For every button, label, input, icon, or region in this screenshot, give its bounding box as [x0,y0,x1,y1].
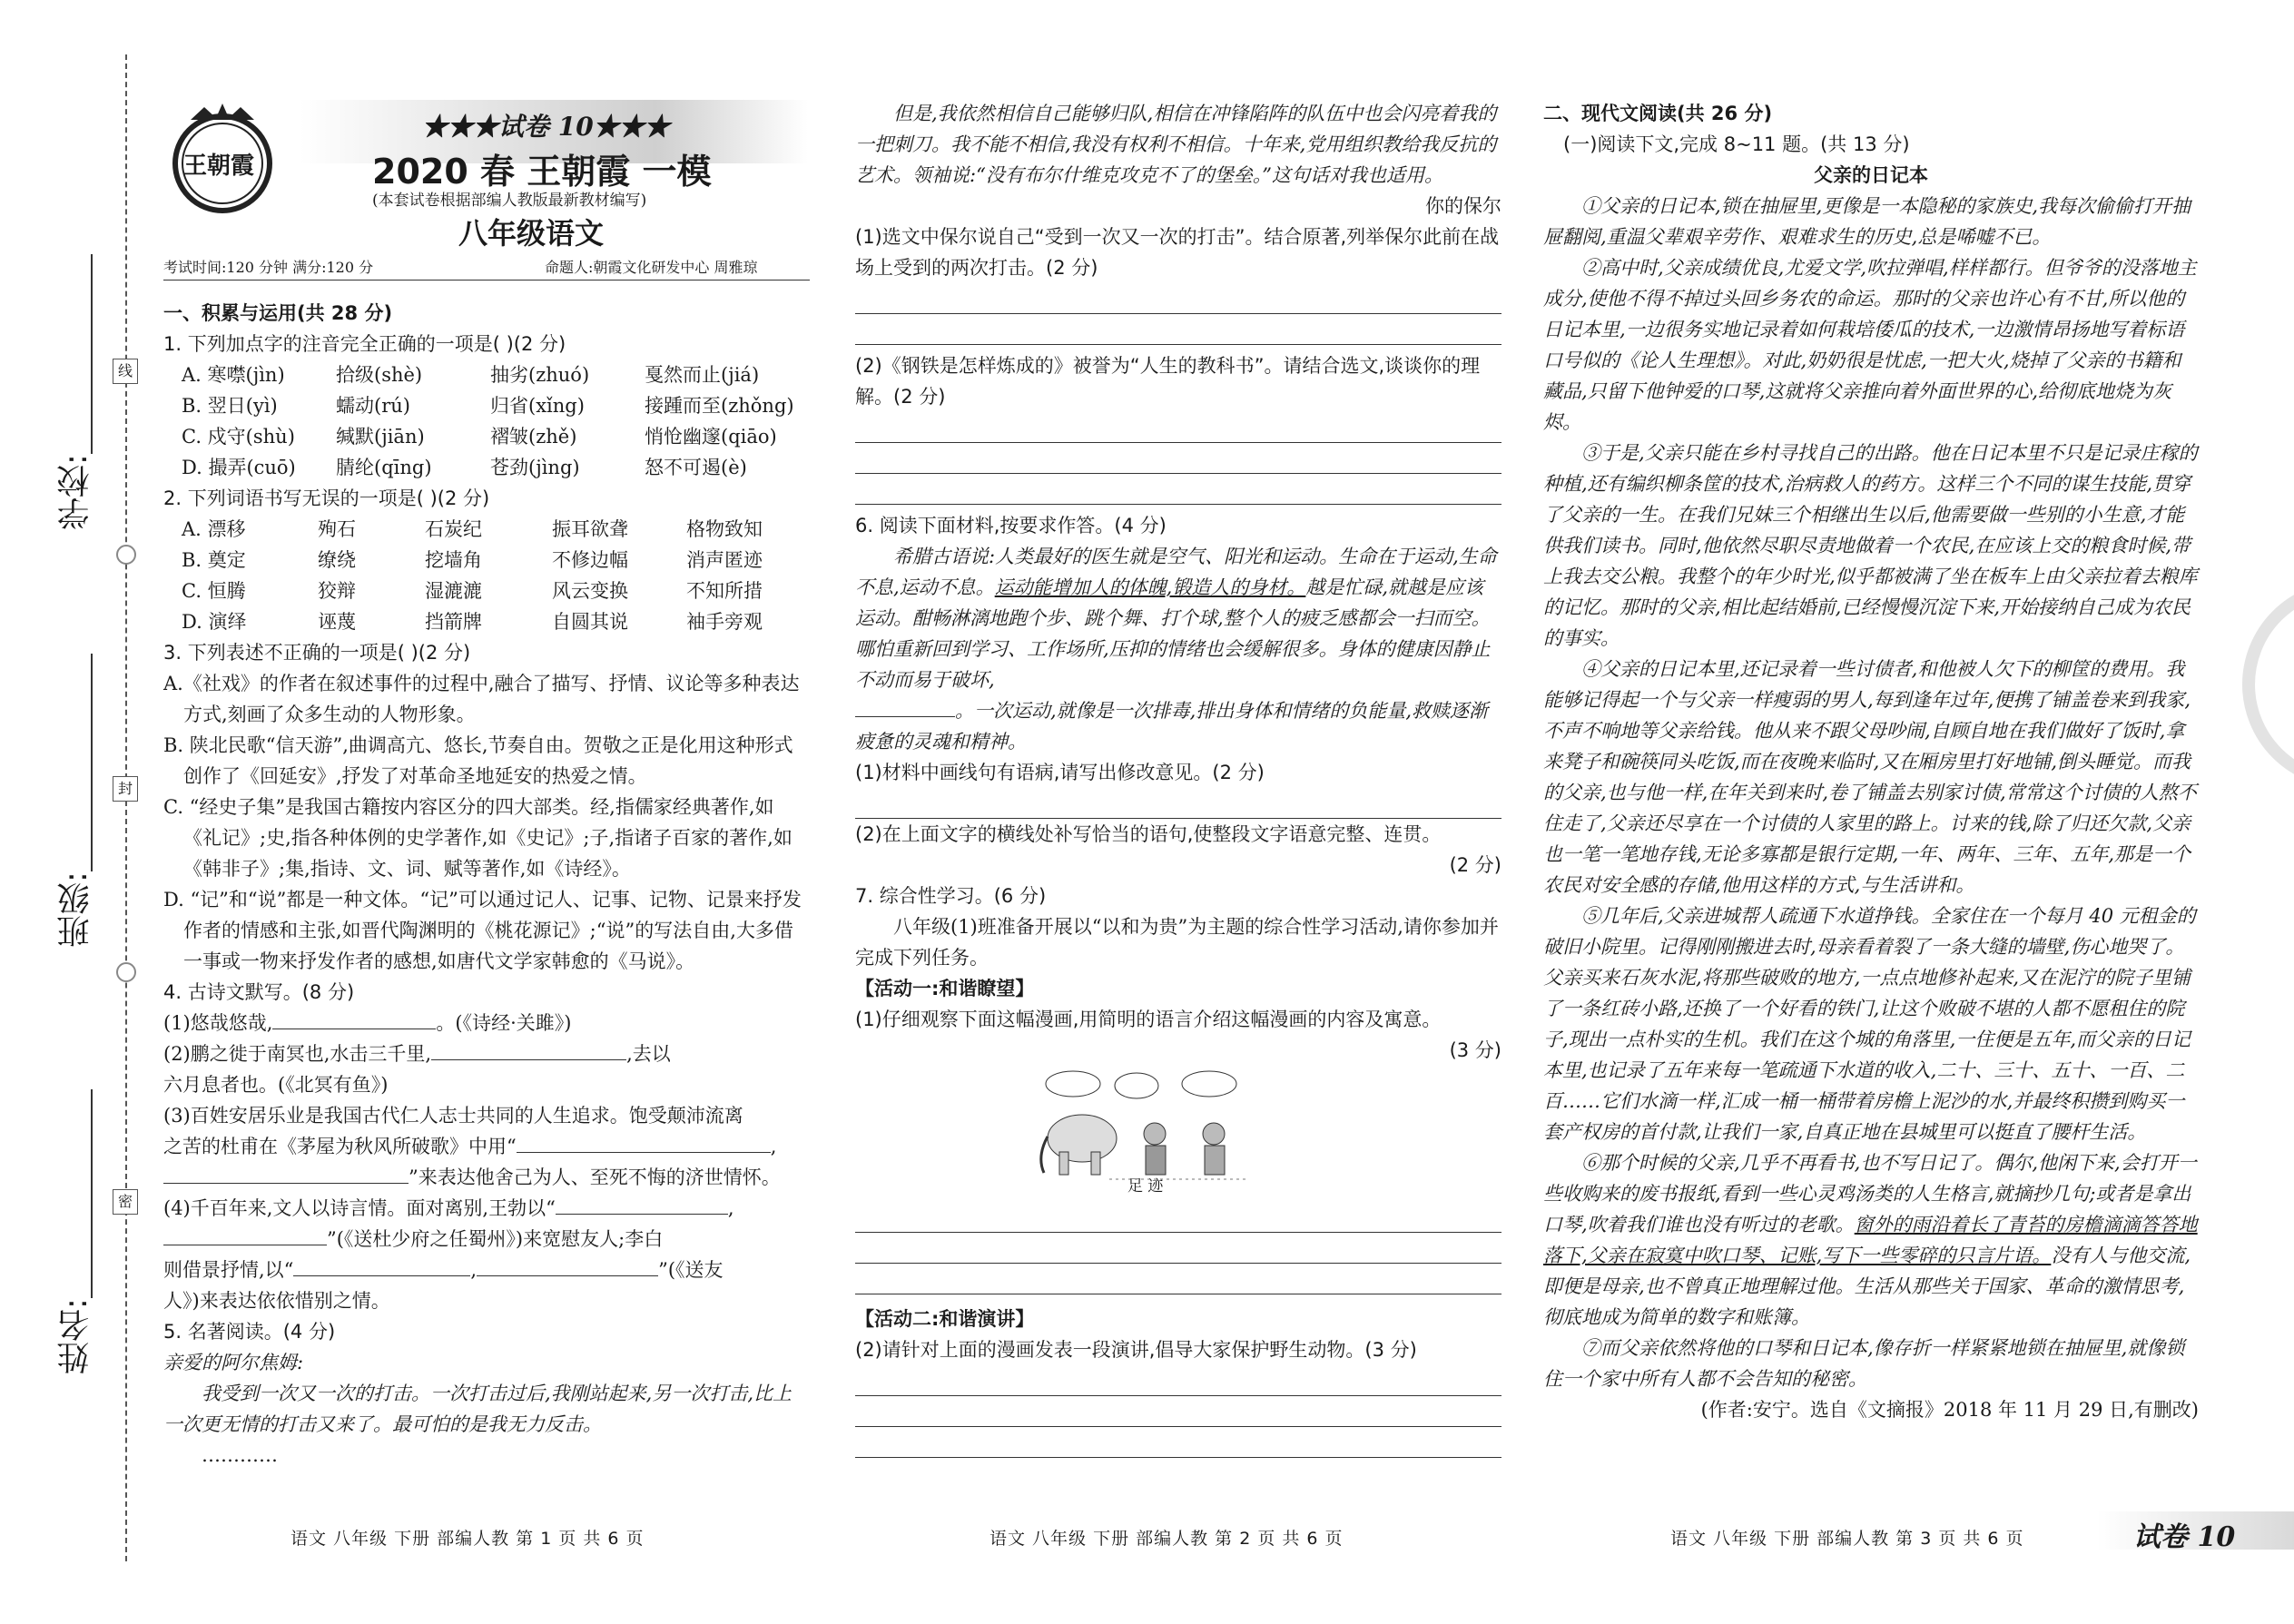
answer-line[interactable] [855,1365,1501,1396]
q1-option-cell: 蠕动(rú) [336,395,410,417]
q6-material-tail: 。一次运动,就像是一次排毒,排出身体和情绪的负能量,救赎逐渐疲惫的灵魂和精神。 [855,700,1489,753]
q2-option-cell: 自圆其说 [552,611,628,633]
grade-subject: 八年级语文 [458,216,605,251]
binding-hole [116,962,136,982]
exam-author: 命题人:朝霞文化研发中心 周雅琼 [545,259,758,276]
q7-sub-1: (1)仔细观察下面这幅漫画,用简明的语言介绍这幅漫画的内容及寓意。 [855,1009,1442,1030]
q7-sub-2: (2)请针对上面的漫画发表一段演讲,倡导大家保护野生动物。(3 分) [855,1339,1417,1361]
q1-option-cell: 怒不可遏(è) [645,457,747,478]
letter-body: 我受到一次又一次的打击。一次打击过后,我刚站起来,另一次打击,比上一次更无情的打击又来了。最可怕的是我无力反击。 [163,1383,793,1435]
q6-sub-2: (2)在上面文字的横线处补写恰当的语句,使整段文字语意完整、连贯。 [855,823,1442,845]
q3-option-c: C. “经史子集”是我国古籍按内容区分的四大部类。经,指儒家经典著作,如《礼记》;史,指各种体例的史学著作,如《史记》;子,指诸子百家的著作,如《韩非子》;集,指诗、文、词、赋等著作,如《诗经》。 [163,796,793,880]
q2-option-b: B. 奠定 [182,549,246,571]
q4-item-4: (4)千百年来,文人以诗言情。面对离别,王勃以“ , [163,1197,734,1219]
article-paragraph: ⑦而父亲依然将他的口琴和日记本,像存折一样紧紧地锁在抽屉里,就像锁住一个家中所有人都不会告知的秘密。 [1543,1337,2185,1390]
logo-text: 王朝霞 [183,153,255,180]
watermark-seal [2242,581,2294,788]
school-line [91,254,93,454]
q6-sub-2-score: (2 分) [1449,854,1501,876]
q6-sub-1: (1)材料中画线句有语病,请写出修改意见。(2 分) [855,762,1265,783]
exam-title: 2020 春 王朝霞 一模 [372,152,712,192]
q1-option-a: A. 寒噤(jìn) [182,364,285,386]
q2-option-cell: 诬蔑 [318,611,356,633]
q5-sub-2: (2)《钢铁是怎样炼成的》被誉为“人生的教科书”。请结合选文,谈谈你的理解。(2 分) [855,355,1481,408]
q1-option-cell: 腈纶(qīng) [336,457,432,478]
question-7: 7. 综合性学习。(6 分) [855,885,1047,907]
q1-option-cell: 归省(xǐng) [490,395,585,417]
answer-line[interactable] [855,788,1501,819]
answer-line[interactable] [855,1427,1501,1458]
activity-1: 【活动一:和谐瞭望】 [855,978,1035,999]
q1-option-cell: 拾级(shè) [336,364,423,386]
q2-option-cell: 挖墙角 [425,549,482,571]
q6-material: 希腊古语说:人类最好的医生就是空气、阳光和运动。生命在于运动,生命不息,运动不息。运动能增加人的体魄,锻造人的身材。越是忙碌,就越是应该运动。酣畅淋漓地跑个步、跳个舞、打个球,整个人的疲乏感都会一扫而空。哪怕重新回到学习、工作场所,压抑的情绪也会缓解很多。身体的健康因静止不动而易于破坏, [855,546,1497,691]
q1-option-cell: 抽劣(zhuó) [490,364,590,386]
article-paragraph: ③于是,父亲只能在乡村寻找自己的出路。他在日记本里不只是记录庄稼的种植,还有编织柳条筐的技术,治病救人的药方。这样三个不同的谋生技能,贯穿了父亲的一生。在我们兄妹三个相继出生以后,他需要做一些别的小生意,才能供我们读书。同时,他依然尽职尽责地做着一个农民,在应该上交的粮食时候,带上我去交公粮。我整个的年少时光,似乎都被满了坐在板车上由父亲拉着去粮库的记忆。那时的父亲,相比起结婚前,已经慢慢沉淀下来,开始接纳自己成为农民的事实。 [1543,442,2198,649]
q2-option-cell: 风云变换 [552,580,628,602]
q1-option-cell: 苍劲(jìng) [490,457,580,478]
q7-sub-1-score: (3 分) [1449,1039,1501,1061]
q1-option-b: B. 翌日(yì) [182,395,278,417]
q4-item-4b: ”(《送杜少府之任蜀州》)来宽慰友人;李白 [163,1224,810,1255]
q1-option-cell: 接踵而至(zhǒng) [645,395,794,417]
letter-signature: 你的保尔 [1425,195,1501,217]
article-paragraph: ①父亲的日记本,锁在抽屉里,更像是一本隐秘的家族史,我每次偷偷打开抽屉翻阅,重温父辈艰辛劳作、艰难求生的历史,总是唏嘘不已。 [1543,195,2191,248]
q2-option-cell: 不知所措 [686,580,763,602]
q2-option-cell: 湿漉漉 [425,580,482,602]
q4-item-4d: 人》)来表达依依惜别之情。 [163,1290,390,1312]
answer-line[interactable] [855,474,1501,505]
q2-option-cell: 石炭纪 [425,518,482,540]
q1-option-cell: 缄默(jiān) [336,426,425,448]
cartoon [855,1066,1501,1202]
letter-greeting: 亲爱的阿尔焦姆: [163,1352,304,1373]
tag-secret: 密 [113,1189,138,1215]
letter-continued: 但是,我依然相信自己能够归队,相信在冲锋陷阵的队伍中也会闪亮着我的一把刺刀。我不能不相信,我没有权利不相信。十年来,党用组织教给我反抗的艺术。领袖说:“没有布尔什维克攻克不了的堡垒。”这句话对我也适用。 [855,103,1497,186]
q4-item-3: (3)百姓安居乐业是我国古代仁人志士共同的人生追求。饱受颠沛流离 [163,1105,743,1127]
question-1: 1. 下列加点字的注音完全正确的一项是( )(2 分) [163,333,566,355]
q1-option-cell: 悄怆幽邃(qiāo) [645,426,777,448]
name-line [91,1089,93,1298]
exam-time: 考试时间:120 分钟 满分:120 分 [163,259,374,276]
page-footer-3: 语文 八年级 下册 部编人教 第 3 页 共 6 页 [1670,1529,2024,1549]
binding-margin [0,0,163,1624]
q4-item-4c: 则借景抒情,以“ , ”(《送友 [163,1259,724,1281]
page-footer-2: 语文 八年级 下册 部编人教 第 2 页 共 6 页 [989,1529,1344,1549]
q2-option-cell: 殉石 [318,518,356,540]
q2-option-cell: 格物致知 [686,518,763,540]
class-line [91,654,93,871]
header-rule [163,280,810,281]
q2-option-cell: 挡箭牌 [425,611,482,633]
publisher-logo [163,100,281,218]
q4-item-2: (2)鹏之徙于南冥也,水击三千里, ,去以 [163,1043,671,1065]
answer-line[interactable] [855,412,1501,443]
question-6: 6. 阅读下面材料,按要求作答。(4 分) [855,515,1167,536]
answer-line[interactable] [855,1202,1501,1233]
q2-option-a: A. 漂移 [182,518,246,540]
exam-subtitle: (本套试卷根据部编人教版最新教材编写) [372,192,647,210]
article-source: (作者:安宁。选自《文摘报》2018 年 11 月 29 日,有删改) [1700,1399,2199,1421]
q2-option-cell: 振耳欲聋 [552,518,628,540]
reading-instructions: (一)阅读下文,完成 8~11 题。(共 13 分) [1563,133,1910,155]
article-paragraph: ⑥那个时候的父亲,几乎不再看书,也不写日记了。偶尔,他闲下来,会打开一些收购来的废书报纸,看到一些心灵鸡汤类的人生格言,就摘抄几句;或者是拿出口琴,吹着我们谁也没有听过的老歌。窗外的雨沿着长了青苔的房檐滴滴答答地落下,父亲在寂寞中吹口琴、记账,写下一些零碎的只言片语。没有人与他交流,即便是母亲,也不曾真正地理解过他。生活从那些关于国家、革命的激情思考,彻底地成为简单的数字和账簿。 [1543,1152,2198,1328]
cut-line [125,54,127,1561]
q2-options [163,514,810,637]
q2-option-cell: 袖手旁观 [686,611,763,633]
name-label: 姓名: [57,1298,94,1375]
q2-option-c: C. 恒腾 [182,580,246,602]
article-paragraph: ④父亲的日记本里,还记录着一些讨债者,和他被人欠下的柳筐的费用。我能够记得起一个与父亲一样瘦弱的男人,每到逢年过年,便携了铺盖卷来到我家,不声不响地等父亲给钱。他从来不跟父母吵闹,自顾自地在我们做好了饭时,拿来凳子和碗筷同头吃饭,而在夜晚来临时,又在厢房里打好地铺,倒头睡觉。而我的父亲,也与他一样,在年关到来时,卷了铺盖去别家讨债,常常这个讨债的人熬不住走了,父亲还尽享在一个讨债的人家里的路上。讨来的钱,除了归还欠款,父亲也一笔一笔地存钱,无论多寡都是银行定期,一年、两年、三年、五年,那是一个农民对安全感的存储,他用这样的方式,与生活讲和。 [1543,658,2197,896]
tag-seal: 封 [113,776,138,802]
answer-line[interactable] [855,1233,1501,1264]
q1-option-cell: 戛然而止(jiá) [645,364,760,386]
column-3 [1543,98,2199,1425]
q2-option-cell: 狡辩 [318,580,356,602]
q2-option-cell: 不修边幅 [552,549,628,571]
q2-option-cell: 缭绕 [318,549,356,571]
q1-options [163,359,810,483]
q2-option-d: D. 演绎 [182,611,247,633]
question-5: 5. 名著阅读。(4 分) [163,1321,336,1343]
page-footer-1: 语文 八年级 下册 部编人教 第 1 页 共 6 页 [290,1529,645,1549]
column-1 [163,298,810,1471]
section-2-heading: 二、现代文阅读(共 26 分) [1543,103,1773,124]
article-title: 父亲的日记本 [1814,164,1928,186]
corner-paper-tag: 试卷 10 [2133,1521,2236,1553]
q4-item-3b: 之苦的杜甫在《茅屋为秋风所破歌》中用“ , [163,1136,777,1157]
answer-line[interactable] [855,443,1501,474]
q4-item-1: (1)悠哉悠哉, 。(《诗经·关雎》) [163,1012,572,1034]
section-1-heading: 一、积累与运用(共 28 分) [163,302,393,324]
q1-option-c: C. 戍守(shù) [182,426,295,448]
answer-line[interactable] [855,314,1501,345]
q5-sub-1: (1)选文中保尔说自己“受到一次又一次的打击”。结合原著,列举保尔此前在战场上受到的两次打击。(2 分) [855,226,1500,279]
article-paragraph: ⑤几年后,父亲进城帮人疏通下水道挣钱。全家住在一个每月 40 元租金的破旧小院里。记得刚刚搬进去时,母亲看着裂了一条大缝的墙壁,伤心地哭了。父亲买来石灰水泥,将那些破败的地方,一点点地修补起来,又在泥泞的院子里铺了一条红砖小路,还换了一个好看的铁门,让这个败破不堪的人都不愿租住的院子,现出一点朴实的生机。我们在这个城的角落里,一住便是五年,而父亲的日记本里,也记录了五年来每一笔疏通下水道的收入,二十、三十、五十、一百、二百……它们水滴一样,汇成一桶一桶带着房檐上泥沙的水,并最终积攒到购买一套产权房的首付款,让我们一家,自真正地在县城里可以挺直了腰杆生活。 [1543,905,2196,1143]
q3-option-d: D. “记”和“说”都是一种文体。“记”可以通过记人、记事、记物、记景来抒发作者的情感和主张,如晋代陶渊明的《桃花源记》;“说”的写法自由,大多借一事或一物来抒发作者的感想,如唐代文学家韩愈的《马说》。 [163,889,802,972]
tag-line: 线 [113,359,138,384]
answer-line[interactable] [855,1264,1501,1294]
question-4: 4. 古诗文默写。(8 分) [163,981,355,1003]
q1-option-d: D. 撮弄(cuō) [182,457,296,478]
q7-intro: 八年级(1)班准备开展以“以和为贵”为主题的综合性学习活动,请你参加并完成下列任务。 [855,916,1499,969]
q1-option-cell: 褶皱(zhě) [490,426,577,448]
q3-option-a: A.《社戏》的作者在叙述事件的过程中,融合了描写、抒情、议论等多种表达方式,刻画了众多生动的人物形象。 [163,673,800,725]
answer-line[interactable] [855,1396,1501,1427]
paper-tag: ★★★试卷 10★★★ [422,112,670,142]
q2-option-cell: 消声匿迹 [686,549,763,571]
q4-item-2b: 六月息者也。(《北冥有鱼》) [163,1074,389,1096]
column-2 [855,98,1501,1458]
letter-ellipsis: ………… [202,1444,278,1466]
class-label: 班级: [57,871,94,949]
q3-option-b: B. 陕北民歌“信天游”,曲调高亢、悠长,节奏自由。贺敬之正是化用这种形式创作了《回延安》,抒发了对革命圣地延安的热爱之情。 [163,734,793,787]
answer-line[interactable] [855,283,1501,314]
q4-item-3c: ”来表达他舍己为人、至死不悔的济世情怀。 [163,1162,810,1193]
question-3: 3. 下列表述不正确的一项是( )(2 分) [163,642,471,664]
article-paragraph: ②高中时,父亲成绩优良,尤爱文学,吹拉弹唱,样样都行。但爷爷的没落地主成分,使他不得不掉过头回乡务农的命运。那时的父亲也许心有不甘,所以他的日记本里,一边很务实地记录着如何栽培倭瓜的技术,一边激情昂扬地写着标语口号似的《论人生理想》。对此,奶奶很是忧虑,一把大火,烧掉了父亲的书籍和藏品,只留下他钟爱的口琴,这就将父亲推向着外面世界的心,给彻底地烧为灰烬。 [1543,257,2197,433]
activity-2: 【活动二:和谐演讲】 [855,1308,1035,1330]
cartoon-caption: 足 迹 [1127,1177,1164,1196]
question-2: 2. 下列词语书写无误的一项是( )(2 分) [163,487,490,509]
school-label: 学校: [57,454,94,531]
binding-hole [116,545,136,565]
